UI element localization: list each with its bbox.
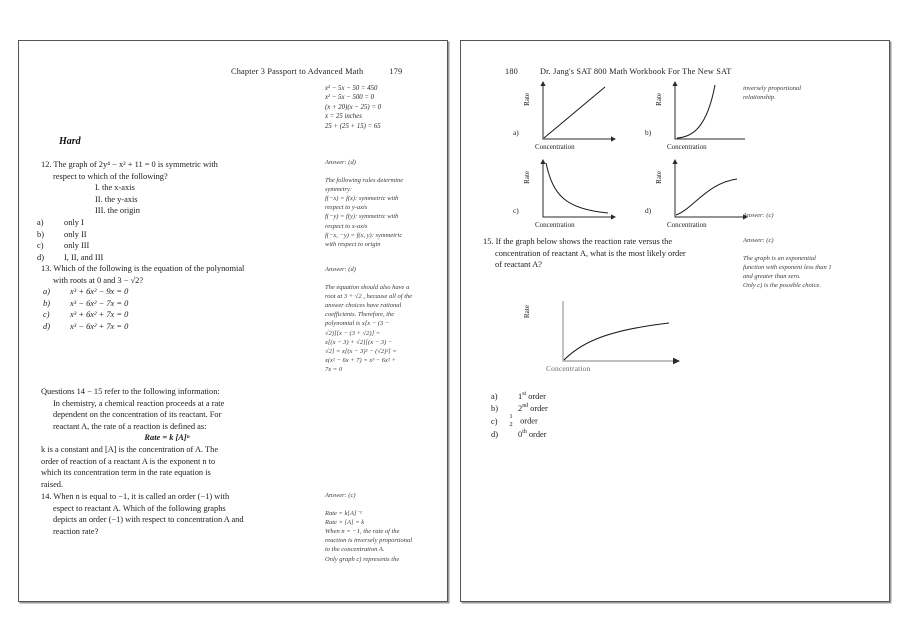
q13-choice-b-text: x³ − 6x² − 7x = 0 [70,298,129,308]
section-title-hard: Hard [59,136,81,147]
graph-a-xlabel: Concentration [535,143,575,151]
q14-answer-line: Rate = k[A]⁻¹ [325,510,362,518]
passage-line6: order of reaction of a reactant A is the exponent n to [41,456,216,466]
q12-choice-a-label: a) [37,217,44,227]
q15-answer-block [743,236,883,290]
graph-d-letter: d) [645,206,652,215]
right-page-header [505,67,732,76]
q13-answer-line: x(x² − 6x + 7) = x³ − 6x² + [325,356,396,364]
q15-choice-a-label: a) [491,392,498,401]
q13-answer-head: Answer: (d) [325,266,356,273]
q15-number: 15. [483,237,494,246]
q14-answer-line: When n = −1, the rate of the [325,528,400,536]
solution-line: x = 25 inches [325,113,362,121]
q13-number: 13. [41,264,52,273]
top-solution-block [325,84,445,131]
q12-stem-text: The graph of 2y⁴ − x² + 11 = 0 is symmetric with [53,160,218,169]
q13-choice-d[interactable] [41,321,293,333]
q12-choice-d[interactable] [37,252,293,264]
q12-answer-line: with respect to origin [325,240,381,248]
q12-choice-c-label: c) [37,241,44,251]
q12-answer-line: symmetry: [325,186,353,194]
continued-answer-note [743,84,883,102]
q12-choice-d-text: I, II, and III [64,252,104,262]
q14-stem-line4: reaction rate? [53,526,99,536]
q12-answer-line: The following rules determine [325,177,404,185]
passage-line8: raised. [41,479,64,489]
graph-choice-b[interactable] [645,79,755,151]
q12-answer-line: f(−x, −y) = f(x, y): symmetric [325,231,403,239]
q13-answer-line: √2)][x − (3 + √2)] = [325,329,381,337]
q15-choice-c-label: c) [491,416,498,426]
graph-b-letter: b) [645,128,652,137]
q12-roman-1: I. the x-axis [95,183,135,193]
q13-choice-a-label: a) [43,287,50,297]
q14-number: 14. [41,492,52,501]
graph-d-xlabel: Concentration [667,221,707,229]
passage-14-15 [41,386,293,490]
q15-answer-line: Only c) is the possible choice. [743,282,821,290]
graph-b-svg [645,79,755,151]
solution-line: (x + 20)(x − 25) = 0 [325,103,382,111]
q15-answer-line: The graph is an exponential [743,255,816,263]
q13-stem-line1 [41,263,293,275]
solution-line: 25 + (25 + 15) = 65 [325,122,381,130]
chapter-title: Chapter 3 Passport to Advanced Math [231,67,364,76]
q13-choice-b[interactable] [41,298,293,310]
q12-answer-line: respect to x-axis [325,222,368,230]
q14-answer-head: Answer: (c) [325,492,356,499]
q15-answer-line: and greater than zero. [743,273,801,281]
q12-roman-2: II. the y-axis [95,194,138,204]
q12-number: 12. [41,160,52,169]
passage-line4: reactant A, the rate of a reaction is defined as: [53,421,207,431]
q13-choice-c-label: c) [43,310,50,320]
graph-choice-a[interactable] [513,79,623,151]
q15-ylabel: Rate [523,305,531,319]
book-title: Dr. Jang's SAT 800 Math Workbook For The New SAT [540,67,732,76]
q12-choice-b[interactable] [37,229,293,241]
q12-stem-line1 [41,159,293,171]
graph-b-ylabel: Rate [655,93,663,106]
q12-choice-d-label: d) [37,252,44,262]
graph-choice-d[interactable] [645,157,755,229]
page-number-180: 180 [505,67,518,76]
page-number-179: 179 [389,67,403,76]
q15-graph [501,299,691,381]
graph-row-bottom [513,157,753,229]
q13-choice-a-text: x³ + 6x² − 9x = 0 [70,287,129,297]
q13-answer-line: polynomial is x[x − (3 − [325,320,390,328]
q12-stem-line2: respect to which of the following? [53,171,168,181]
q14-answer-line: Rate × [A] = k [325,519,365,527]
question-14 [41,491,293,537]
q13-answer-block [325,265,425,374]
page-left [18,40,448,602]
q15-answer-line: function with exponent less than 1 [743,264,832,272]
q15-choice-b[interactable]: b) 2nd order [491,402,548,413]
left-page-header [231,67,402,76]
q12-choice-c-text: only III [64,241,90,251]
graph-row-top [513,79,753,151]
q13-answer-line: x[(x − 3) + √2][(x − 3) − [325,338,393,346]
answer-choice-graphs [513,79,753,235]
q14-stem-line2: espect to reactant A. Which of the following graphs [53,503,226,513]
continued-note-line: relationship. [743,94,776,102]
q12-choice-a-text: only I [64,217,84,227]
graph-c-xlabel: Concentration [535,221,575,229]
q12-answer-head: Answer: (d) [325,159,356,166]
q15-choice-a[interactable]: a) 1st order [491,391,546,401]
q15-xlabel: Concentration [546,364,591,373]
graph-b-xlabel: Concentration [667,143,707,151]
passage-line7: which its concentration term in the rate equation is [41,468,211,478]
q13-stem-text: Which of the following is the equation of the polynomial [53,264,245,273]
q15-choice-d[interactable]: d) 0th order [491,428,547,439]
question-12 [37,159,293,263]
solution-line: x² − 5x − 50 = 450 [325,85,378,92]
q13-choice-a[interactable] [41,286,293,298]
graph-choice-c[interactable] [513,157,623,229]
q14-stem-text: When n is equal to −1, it is called an order (−1) with [53,492,230,501]
q14-stem-line3: depicts an order (−1) with respect to concentration A and [53,515,244,525]
q14-stem-line1 [41,491,293,503]
q15-stem-line1 [483,236,733,248]
question-13 [41,263,293,333]
passage-line1: Questions 14 − 15 refer to the following information: [41,387,220,396]
q14-answer-head-right [743,211,883,220]
passage-line3: dependent on the concentration of its reactant. For [53,410,222,420]
graph-d-svg [645,157,755,229]
continued-note-line: inversely proportional [743,85,802,92]
passage-line5: k is a constant and [A] is the concentration of A. The [41,444,219,454]
solution-line: x² − 5x − 500 = 0 [325,94,375,102]
passage-line2: In chemistry, a chemical reaction proceeds at a rate [53,398,225,408]
q13-answer-line: root at 3 + √2 , because all of the [325,293,413,301]
q13-choice-c-text: x³ + 6x² + 7x = 0 [70,310,129,320]
graph-a-svg [513,79,623,151]
q12-roman-3: III. the origin [95,206,140,216]
graph-a-ylabel: Rate [523,93,531,106]
q14-answer-line: Only graph c) represents the [325,555,400,563]
graph-c-letter: c) [513,206,519,215]
q13-answer-line: The equation should also have a [325,284,410,292]
q14-answer-head-text: Answer: (c) [743,212,774,219]
q12-choice-c[interactable] [37,240,293,252]
rate-formula: Rate = k [A]ⁿ [144,433,190,443]
q15-choice-c[interactable]: c) $\frac{1}{2}$ order [491,413,538,428]
q12-answer-line: respect to y-axis [325,204,368,212]
graph-c-svg [513,157,623,229]
q15-stem-text: If the graph below shows the reaction rate versus the [495,237,673,246]
q15-stem-line2: concentration of reactant A, what is the most likely order [495,248,686,258]
q12-choice-b-text: only II [64,229,87,239]
q14-answer-line: to the concentration A. [325,546,385,554]
graph-d-ylabel: Rate [655,171,663,184]
q12-answer-line: f(−x) = f(x): symmetric with [325,195,399,203]
q12-choice-b-label: b) [37,229,44,239]
q12-answer-block [325,158,425,249]
q14-answer-line: reaction is inversely proportional [325,537,413,545]
q13-answer-line: answer choices have rational [325,302,402,310]
q13-answer-line: coefficients. Therefore, the [325,311,395,319]
q15-stem-line3: of reactant A? [495,260,542,270]
q15-choice-b-label: b) [491,403,498,413]
q13-answer-line: √2] = x[(x − 3)² − (√2)²] = [325,347,397,355]
q13-answer-line: 7x = 0 [325,365,343,373]
page-right [460,40,890,602]
question-15 [483,236,733,271]
q13-choice-b-label: b) [43,298,50,308]
q14-answer-block [325,491,425,564]
q12-answer-line: f(−y) = f(y): symmetric with [325,213,399,221]
q13-choice-d-label: d) [43,321,50,331]
graph-a-letter: a) [513,128,519,137]
q13-choice-c[interactable] [41,309,293,321]
q13-choice-d-text: x³ − 6x² + 7x = 0 [70,321,129,331]
q15-answer-head: Answer: (c) [743,237,774,244]
graph-c-ylabel: Rate [523,171,531,184]
q15-choices [483,391,733,440]
q12-choice-a[interactable] [37,217,293,229]
q15-choice-d-label: d) [491,429,498,439]
q13-stem-line2: with roots at 0 and 3 − √2? [53,275,144,285]
